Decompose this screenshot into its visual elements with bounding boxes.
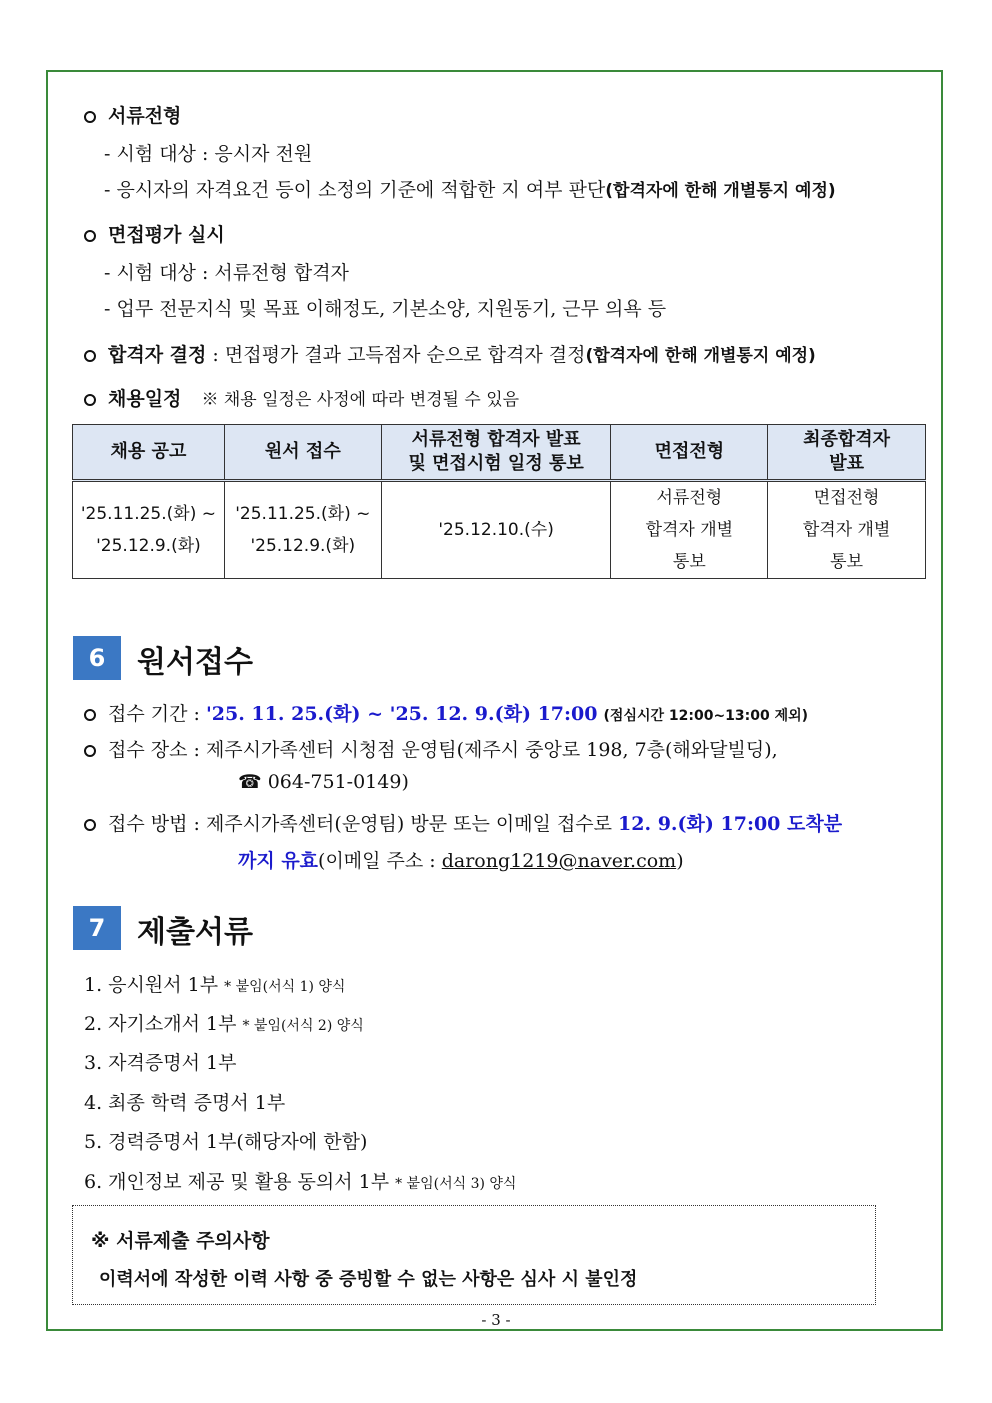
screening-title: 서류전형 xyxy=(108,105,182,127)
apply-method-line2 xyxy=(238,846,684,873)
cell-final-line1: 면접전형 xyxy=(813,488,880,508)
section-7-title: 제출서류 xyxy=(137,915,253,950)
list-item xyxy=(84,1048,236,1075)
apply-place-label: 접수 장소 : xyxy=(108,739,206,761)
screening-criteria-note: (합격자에 한해 개별통지 예정) xyxy=(605,181,836,201)
caution-title: ※ 서류제출 주의사항 xyxy=(91,1230,270,1252)
apply-deadline: 12. 9.(화) 17:00 도착분 xyxy=(618,813,843,835)
table-row xyxy=(73,481,926,579)
schedule-note: ※ 채용 일정은 사정에 따라 변경될 수 있음 xyxy=(201,390,520,410)
header-announce: 채용 공고 xyxy=(73,425,225,481)
circle-bullet-icon xyxy=(84,111,96,123)
circle-bullet-icon xyxy=(84,350,96,362)
list-item-text: 4. 최종 학력 증명서 1부 xyxy=(84,1092,286,1114)
header-docs-line2: 및 면접시험 일정 통보 xyxy=(408,453,584,474)
page-number: - 3 - xyxy=(481,1311,511,1329)
circle-bullet-icon xyxy=(84,819,96,831)
section-6-number: 6 xyxy=(73,636,121,680)
list-item xyxy=(84,970,345,997)
apply-phone xyxy=(238,771,409,793)
interview-target: - 시험 대상 : 서류전형 합격자 xyxy=(104,262,349,284)
circle-bullet-icon xyxy=(84,709,96,721)
list-item-note: * 붙임(서식 2) 양식 xyxy=(242,1018,364,1034)
header-docs xyxy=(381,425,611,481)
list-item xyxy=(84,1127,367,1154)
header-apply: 원서 접수 xyxy=(224,425,381,481)
cell-apply-start: '25.11.25.(화) ~ xyxy=(235,504,371,524)
circle-bullet-icon xyxy=(84,394,96,406)
schedule-title: 채용일정 xyxy=(108,388,182,410)
apply-phone-number: 064-751-0149) xyxy=(267,771,409,793)
cell-interview-line1: 서류전형 xyxy=(656,488,723,508)
decision-line xyxy=(84,340,816,367)
header-docs-line1: 서류전형 합격자 발표 xyxy=(411,429,581,450)
section-6-title: 원서접수 xyxy=(137,645,253,680)
email-suffix: ) xyxy=(676,850,684,872)
screening-target: - 시험 대상 : 응시자 전원 xyxy=(104,143,313,165)
header-final-line1: 최종합격자 xyxy=(803,429,891,450)
cell-announce-start: '25.11.25.(화) ~ xyxy=(80,504,216,524)
decision-note: (합격자에 한해 개별통지 예정) xyxy=(585,346,816,366)
list-item-text: 3. 자격증명서 1부 xyxy=(84,1052,237,1074)
decision-title: 합격자 결정 xyxy=(108,344,207,366)
interview-title: 면접평가 실시 xyxy=(108,224,225,246)
cell-interview xyxy=(611,481,768,579)
apply-method-value: 제주시가족센터(운영팀) 방문 또는 이메일 접수로 xyxy=(205,813,619,835)
cell-announce xyxy=(73,481,225,579)
apply-deadline-cont: 까지 유효 xyxy=(238,850,319,872)
cell-final-line3: 통보 xyxy=(830,552,864,572)
cell-final-line2: 합격자 개별 xyxy=(802,520,891,540)
caution-text: 이력서에 작성한 이력 사항 중 증빙할 수 없는 사항은 심사 시 불인정 xyxy=(99,1269,638,1290)
list-item-text: 2. 자기소개서 1부 xyxy=(84,1013,237,1035)
list-item xyxy=(84,1167,516,1194)
screening-criteria-text: - 응시자의 자격요건 등이 소정의 기준에 적합한 지 여부 판단 xyxy=(104,179,606,201)
list-item xyxy=(84,1009,364,1036)
circle-bullet-icon xyxy=(84,230,96,242)
apply-period-label: 접수 기간 : xyxy=(108,703,206,725)
apply-place xyxy=(84,735,778,762)
caution-box xyxy=(72,1205,876,1305)
cell-docs: '25.12.10.(수) xyxy=(381,481,611,579)
schedule-heading xyxy=(84,384,519,411)
apply-place-value: 제주시가족센터 시청점 운영팀(제주시 중앙로 198, 7층(해와달빌딩), xyxy=(205,739,778,761)
cell-interview-line3: 통보 xyxy=(672,552,706,572)
cell-apply xyxy=(224,481,381,579)
schedule-table xyxy=(72,424,926,579)
screening-heading xyxy=(84,101,181,128)
decision-text: : 면접평가 결과 고득점자 순으로 합격자 결정 xyxy=(206,344,586,366)
phone-icon: ☎ xyxy=(238,771,262,793)
cell-apply-end: '25.12.9.(화) xyxy=(250,536,356,556)
cell-announce-end: '25.12.9.(화) xyxy=(96,536,201,556)
header-interview: 면접전형 xyxy=(611,425,768,481)
list-item-text: 6. 개인정보 제공 및 활용 동의서 1부 xyxy=(84,1171,390,1193)
section-7-number: 7 xyxy=(73,906,121,950)
interview-criteria: - 업무 전문지식 및 목표 이해정도, 기본소양, 지원동기, 근무 의욕 등 xyxy=(104,298,667,320)
header-final xyxy=(768,425,926,481)
apply-method xyxy=(84,809,842,836)
list-item-text: 5. 경력증명서 1부(해당자에 한함) xyxy=(84,1131,368,1153)
list-item-note: * 붙임(서식 3) 양식 xyxy=(395,1176,517,1192)
cell-final xyxy=(768,481,926,579)
apply-period-value: '25. 11. 25.(화) ~ '25. 12. 9.(화) 17:00 xyxy=(205,703,598,725)
circle-bullet-icon xyxy=(84,745,96,757)
table-header-row xyxy=(73,425,926,481)
email-link[interactable]: darong1219@naver.com xyxy=(441,850,677,872)
cell-interview-line2: 합격자 개별 xyxy=(645,520,734,540)
interview-heading xyxy=(84,220,225,247)
list-item-note: * 붙임(서식 1) 양식 xyxy=(224,979,346,995)
apply-period-note: (점심시간 12:00~13:00 제외) xyxy=(603,708,809,724)
screening-criteria xyxy=(104,175,836,202)
apply-period xyxy=(84,699,808,726)
header-final-line2: 발표 xyxy=(829,453,864,474)
apply-method-label: 접수 방법 : xyxy=(108,813,206,835)
email-prefix: (이메일 주소 : xyxy=(318,850,442,872)
list-item-text: 1. 응시원서 1부 xyxy=(84,974,219,996)
list-item xyxy=(84,1088,285,1115)
